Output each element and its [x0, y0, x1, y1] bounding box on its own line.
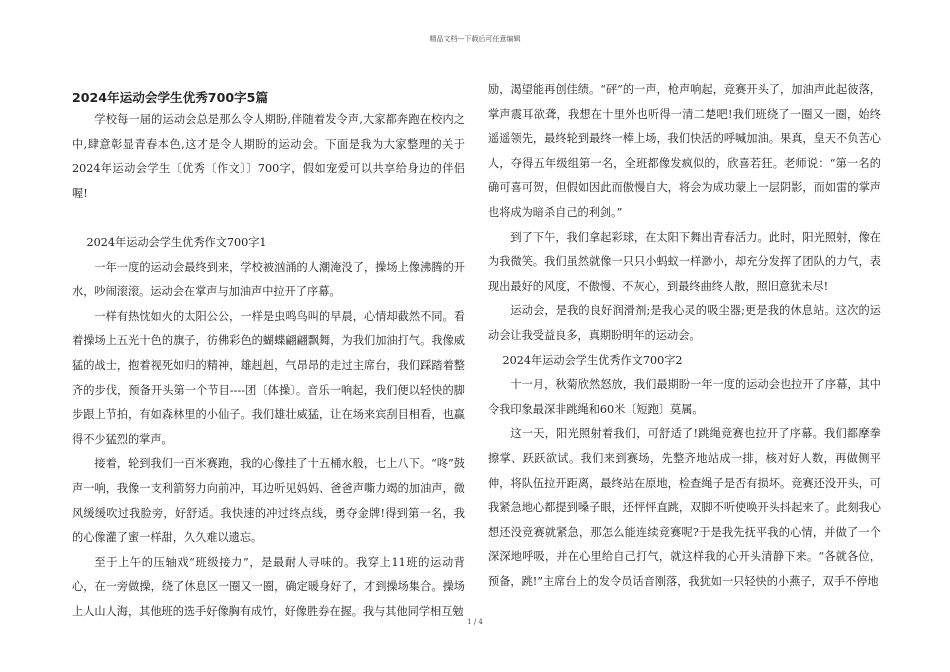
- paragraph: 一样有热忱如火的太阳公公，一样是虫鸣鸟叫的早晨，心情却截然不同。看着操场上五光十色的旗子，彷佛彩色的蝴蝶翩翩飘舞，为我们加油打气。我像威猛的战士，抱着视死如归的精神，雄赳赳，气昂昂的走过主席台，我们踩踏着整齐的步伐，预备开头第一个节目----团〔体操〕。音乐一响起，我们便以轻快的脚步跟上节拍，有如森林里的小仙子。我们雄壮威猛，让在场来宾刮目相看，也赢得不少猛烈的掌声。: [72, 309, 465, 446]
- paragraph: 接着，轮到我们一百米赛跑，我的心像挂了十五桶水般，七上八下。“咚”鼓声一响，我像一支利箭努力向前冲，耳边听见妈妈、爸爸声嘶力竭的加油声，微风缓缓吹过我脸旁，好舒适。我快速的冲过终点线，勇夺金牌!得到第一名，我的心像灌了蜜一样甜，久久难以遗忘。: [72, 457, 465, 545]
- paragraph: 一年一度的运动会最终到来，学校被汹涌的人潮淹没了，操场上像沸腾的开水，吵闹滚滚。运动会在掌声与加油声中拉开了序幕。: [72, 260, 465, 299]
- paragraph: 运动会，是我的良好润滑剂;是我心灵的吸尘器;更是我的休息站。这次的运动会让我受益良多，真期盼明年的运动会。: [488, 304, 881, 342]
- paragraph: 十一月，秋菊欣然怒放，我们最期盼一年一度的运动会也拉开了序幕，其中令我印象最深非跳绳和60米〔短跑〕莫属。: [488, 378, 881, 416]
- left-column: [72, 78, 465, 624]
- page-header: 精品文档---下载后可任意编辑: [429, 35, 521, 43]
- intro-paragraph: 学校每一届的运动会总是那么令人期盼,伴随着发令声,大家都奔跑在校内之中,肆意彰显青春本色,这才是令人期盼的运动会。下面是我为大家整理的关于2024年运动会学生〔优秀〔作文〕〕700字，假如宠爱可以共享给身边的伴侣喔!: [72, 113, 465, 200]
- paragraph: 励，渴望能再创佳绩。“砰”的一声，枪声响起，竞赛开头了，加油声此起彼落，掌声震耳欲聋，我想在十里外也听得一清二楚吧!我们班绕了一圈又一圈，始终遥遥领先，最终轮到最终一棒上场，我们快活的呼喊加油。果真，皇天不负苦心人，夺得五年级组第一名，全班都像发疯似的，欣喜若狂。老师说：“第一名的确可喜可贺，但假如因此而傲慢自大，将会为成功蒙上一层阴影，而如雷的掌声也将成为暗杀自己的利剑。”: [488, 83, 881, 219]
- right-column: [488, 78, 881, 594]
- paragraph: 至于上午的压轴戏“班级接力”，是最耐人寻味的。我穿上11班的运动背心，在一旁做操，绕了休息区一圈又一圈，确定暖身好了，才到操场集合。操场上人山人海，其他班的选手好像胸有成竹，好像胜券在握。我与其他同学相互勉: [72, 555, 465, 618]
- page-number: 1 / 4: [467, 618, 483, 626]
- article-title: 2024年运动会学生优秀700字5篇: [72, 90, 269, 105]
- paragraph: 这一天，阳光照射着我们，可舒适了!跳绳竞赛也拉开了序幕。我们都摩拳擦掌、跃跃欲试。我们来到赛场，先整齐地站成一排，核对好人数，再做侧平伸，将队伍拉开距离，最终站在原地，检查绳子是否有损坏。竞赛还没开头，可我紧急地心都提到嗓子眼，还怦怦直跳，双脚不听使唤开头抖起来了。此刻我心想还没竞赛就紧急，那怎么能连续竞赛呢?于是我先抚平我的心情，并做了一个深深地呼吸，并在心里给自己打气，就这样我的心开头清静下来。“各就各位，预备，跳!”主席台上的发令员话音刚落，我犹如一只轻快的小燕子，双手不停地: [488, 427, 881, 588]
- essay-2-heading: 2024年运动会学生优秀作文700字2: [502, 353, 683, 367]
- paragraph: 到了下午，我们拿起彩球，在太阳下舞出青春活力。此时，阳光照射，像在为我微笑。我们虽然就像一只只小蚂蚁一样渺小，却充分发挥了团队的力气，表现出最好的风度，不傲慢、不灰心，到最终曲终人散，照旧意犹未尽!: [488, 230, 881, 293]
- essay-1-heading: 2024年运动会学生优秀作文700字1: [86, 235, 267, 249]
